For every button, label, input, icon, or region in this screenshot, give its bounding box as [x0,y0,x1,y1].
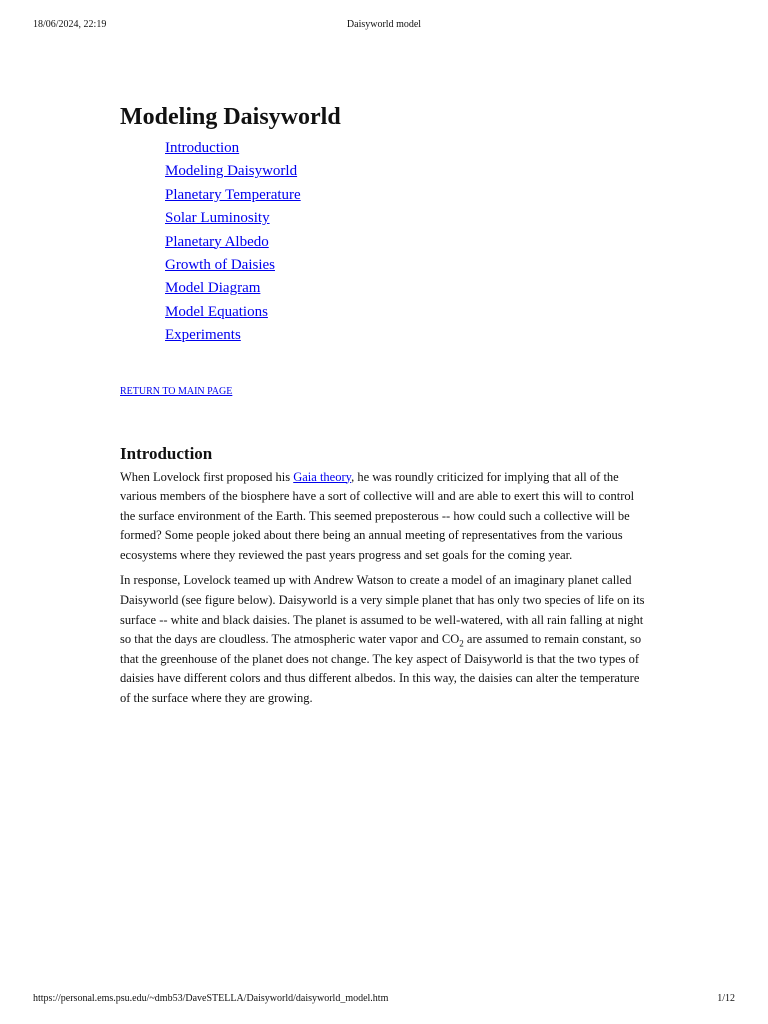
co2-subscript: 2 [459,638,464,649]
intro-p1-text-after: , he was roundly criticized for implying that all of the various members of the biosphere have a sort of collective will and are able to exert this will to control the surface environment of the Earth. This seemed preposterous -- how could such a collective will be formed? Some people joked about there being an annual meeting of representatives from the various ecosystems where they reviewed the past years progress and set goals for the coming year. [120,469,635,562]
toc-item-introduction [165,137,652,160]
main-content [120,100,652,709]
intro-p2-text-after: are assumed to remain constant, so that the greenhouse of the planet does not change. The key aspect of Daisyworld is that the two types of daisies have different colors and thus different albedos. In this way, the daisies can alter the temperature of the surface where they are growing. [120,632,642,706]
toc-link-model-equations[interactable]: Model Equations [165,303,268,320]
toc-item-solar-luminosity [165,207,652,230]
introduction-paragraph-2 [120,571,652,708]
toc-link-growth-of-daisies[interactable]: Growth of Daisies [165,256,275,273]
toc-link-modeling-daisyworld[interactable]: Modeling Daisyworld [165,163,298,180]
return-to-main-page-link[interactable]: RETURN TO MAIN PAGE [120,385,233,397]
intro-p1-text-before: When Lovelock first proposed his [120,469,294,484]
print-page-number: 1/12 [717,993,735,1004]
gaia-theory-link[interactable]: Gaia theory [293,469,352,484]
table-of-contents [120,137,652,348]
toc-item-modeling-daisyworld [165,160,652,183]
print-datetime: 18/06/2024, 22:19 [33,19,107,30]
toc-link-introduction[interactable]: Introduction [165,140,240,156]
toc-link-solar-luminosity[interactable]: Solar Luminosity [165,210,270,227]
toc-item-planetary-albedo [165,231,652,254]
toc-item-planetary-temperature [165,184,652,207]
toc-link-model-diagram[interactable]: Model Diagram [165,280,261,297]
page-title: Modeling Daisyworld [120,104,341,130]
toc-link-planetary-albedo[interactable]: Planetary Albedo [165,233,269,250]
print-header [33,18,735,32]
intro-p2-text-before: In response, Lovelock teamed up with Andrew Watson to create a model of an imaginary planet called Daisyworld (see figure below). Daisyworld is a very simple planet that has only two species of life on its surface -- white and black daisies. The planet is assumed to be well-watered, with all rain falling at night so that the days are cloudless. The atmospheric water vapor and CO [120,573,645,647]
print-page-url: https://personal.ems.psu.edu/~dmb53/DaveSTELLA/Daisyworld/daisyworld_model.htm [33,993,389,1004]
print-document-title: Daisyworld model [346,19,422,30]
toc-item-experiments [165,324,652,347]
toc-link-experiments[interactable]: Experiments [165,327,241,344]
print-footer [33,992,735,1006]
toc-link-planetary-temperature[interactable]: Planetary Temperature [165,186,301,203]
introduction-paragraph-1 [120,468,652,566]
toc-item-model-diagram [165,277,652,300]
toc-item-model-equations [165,301,652,324]
toc-item-growth-of-daisies [165,254,652,277]
introduction-heading: Introduction [120,443,213,463]
